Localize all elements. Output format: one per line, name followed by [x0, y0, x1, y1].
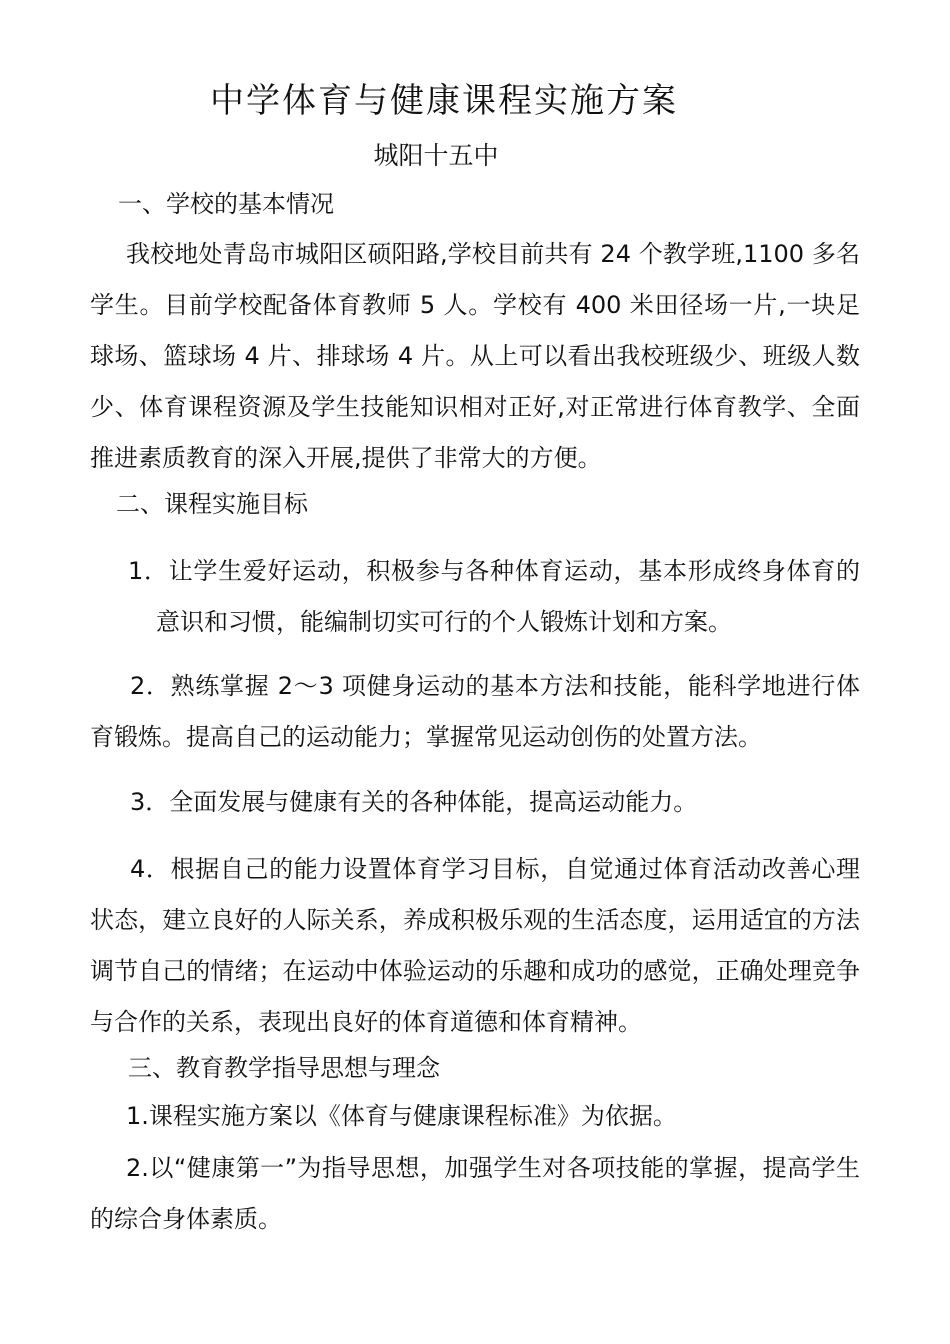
goal-item-2: 2．熟练掌握 2～3 项健身运动的基本方法和技能，能科学地进行体育锻炼。提高自己的运动能力；掌握常见运动创伤的处置方法。 [90, 672, 860, 751]
section-heading-goals: 二、课程实施目标 [116, 490, 308, 518]
school-name: 城阳十五中 [373, 141, 499, 170]
guiding-item-2: 2.以“健康第一”为指导思想，加强学生对各项技能的掌握，提高学生的综合身体素质。 [90, 1154, 860, 1233]
goal-item-1: 1．让学生爱好运动，积极参与各种体育运动，基本形成终身体育的意识和习惯，能编制切实可行的个人锻炼计划和方案。 [128, 557, 860, 636]
section-heading-guiding-ideas: 三、教育教学指导思想与理念 [128, 1054, 440, 1082]
guiding-item-1: 1.课程实施方案以《体育与健康课程标准》为依据。 [126, 1102, 677, 1130]
document-title: 中学体育与健康课程实施方案 [210, 81, 678, 121]
goal-item-4: 4．根据自己的能力设置体育学习目标，自觉通过体育活动改善心理状态，建立良好的人际关系，养成积极乐观的生活态度，运用适宜的方法调节自己的情绪；在运动中体验运动的乐趣和成功的感觉，正确处理竞争与合作的关系，表现出良好的体育道德和体育精神。 [90, 855, 860, 1036]
section-heading-basic-info: 一、学校的基本情况 [118, 190, 334, 218]
paragraph-basic-info: 我校地处青岛市城阳区硕阳路,学校目前共有 24 个教学班,1100 多名学生。目前学校配备体育教师 5 人。学校有 400 米田径场一片,一块足球场、篮球场 4 片、排球场 4 片。从上可以看出我校班级少、班级人数少、体育课程资源及学生技能知识相对正好,对正常进行体育教学、全面推进素质教育的深入开展,提供了非常大的方便。 [90, 240, 860, 472]
goal-item-3: 3．全面发展与健康有关的各种体能，提高运动能力。 [130, 788, 698, 816]
